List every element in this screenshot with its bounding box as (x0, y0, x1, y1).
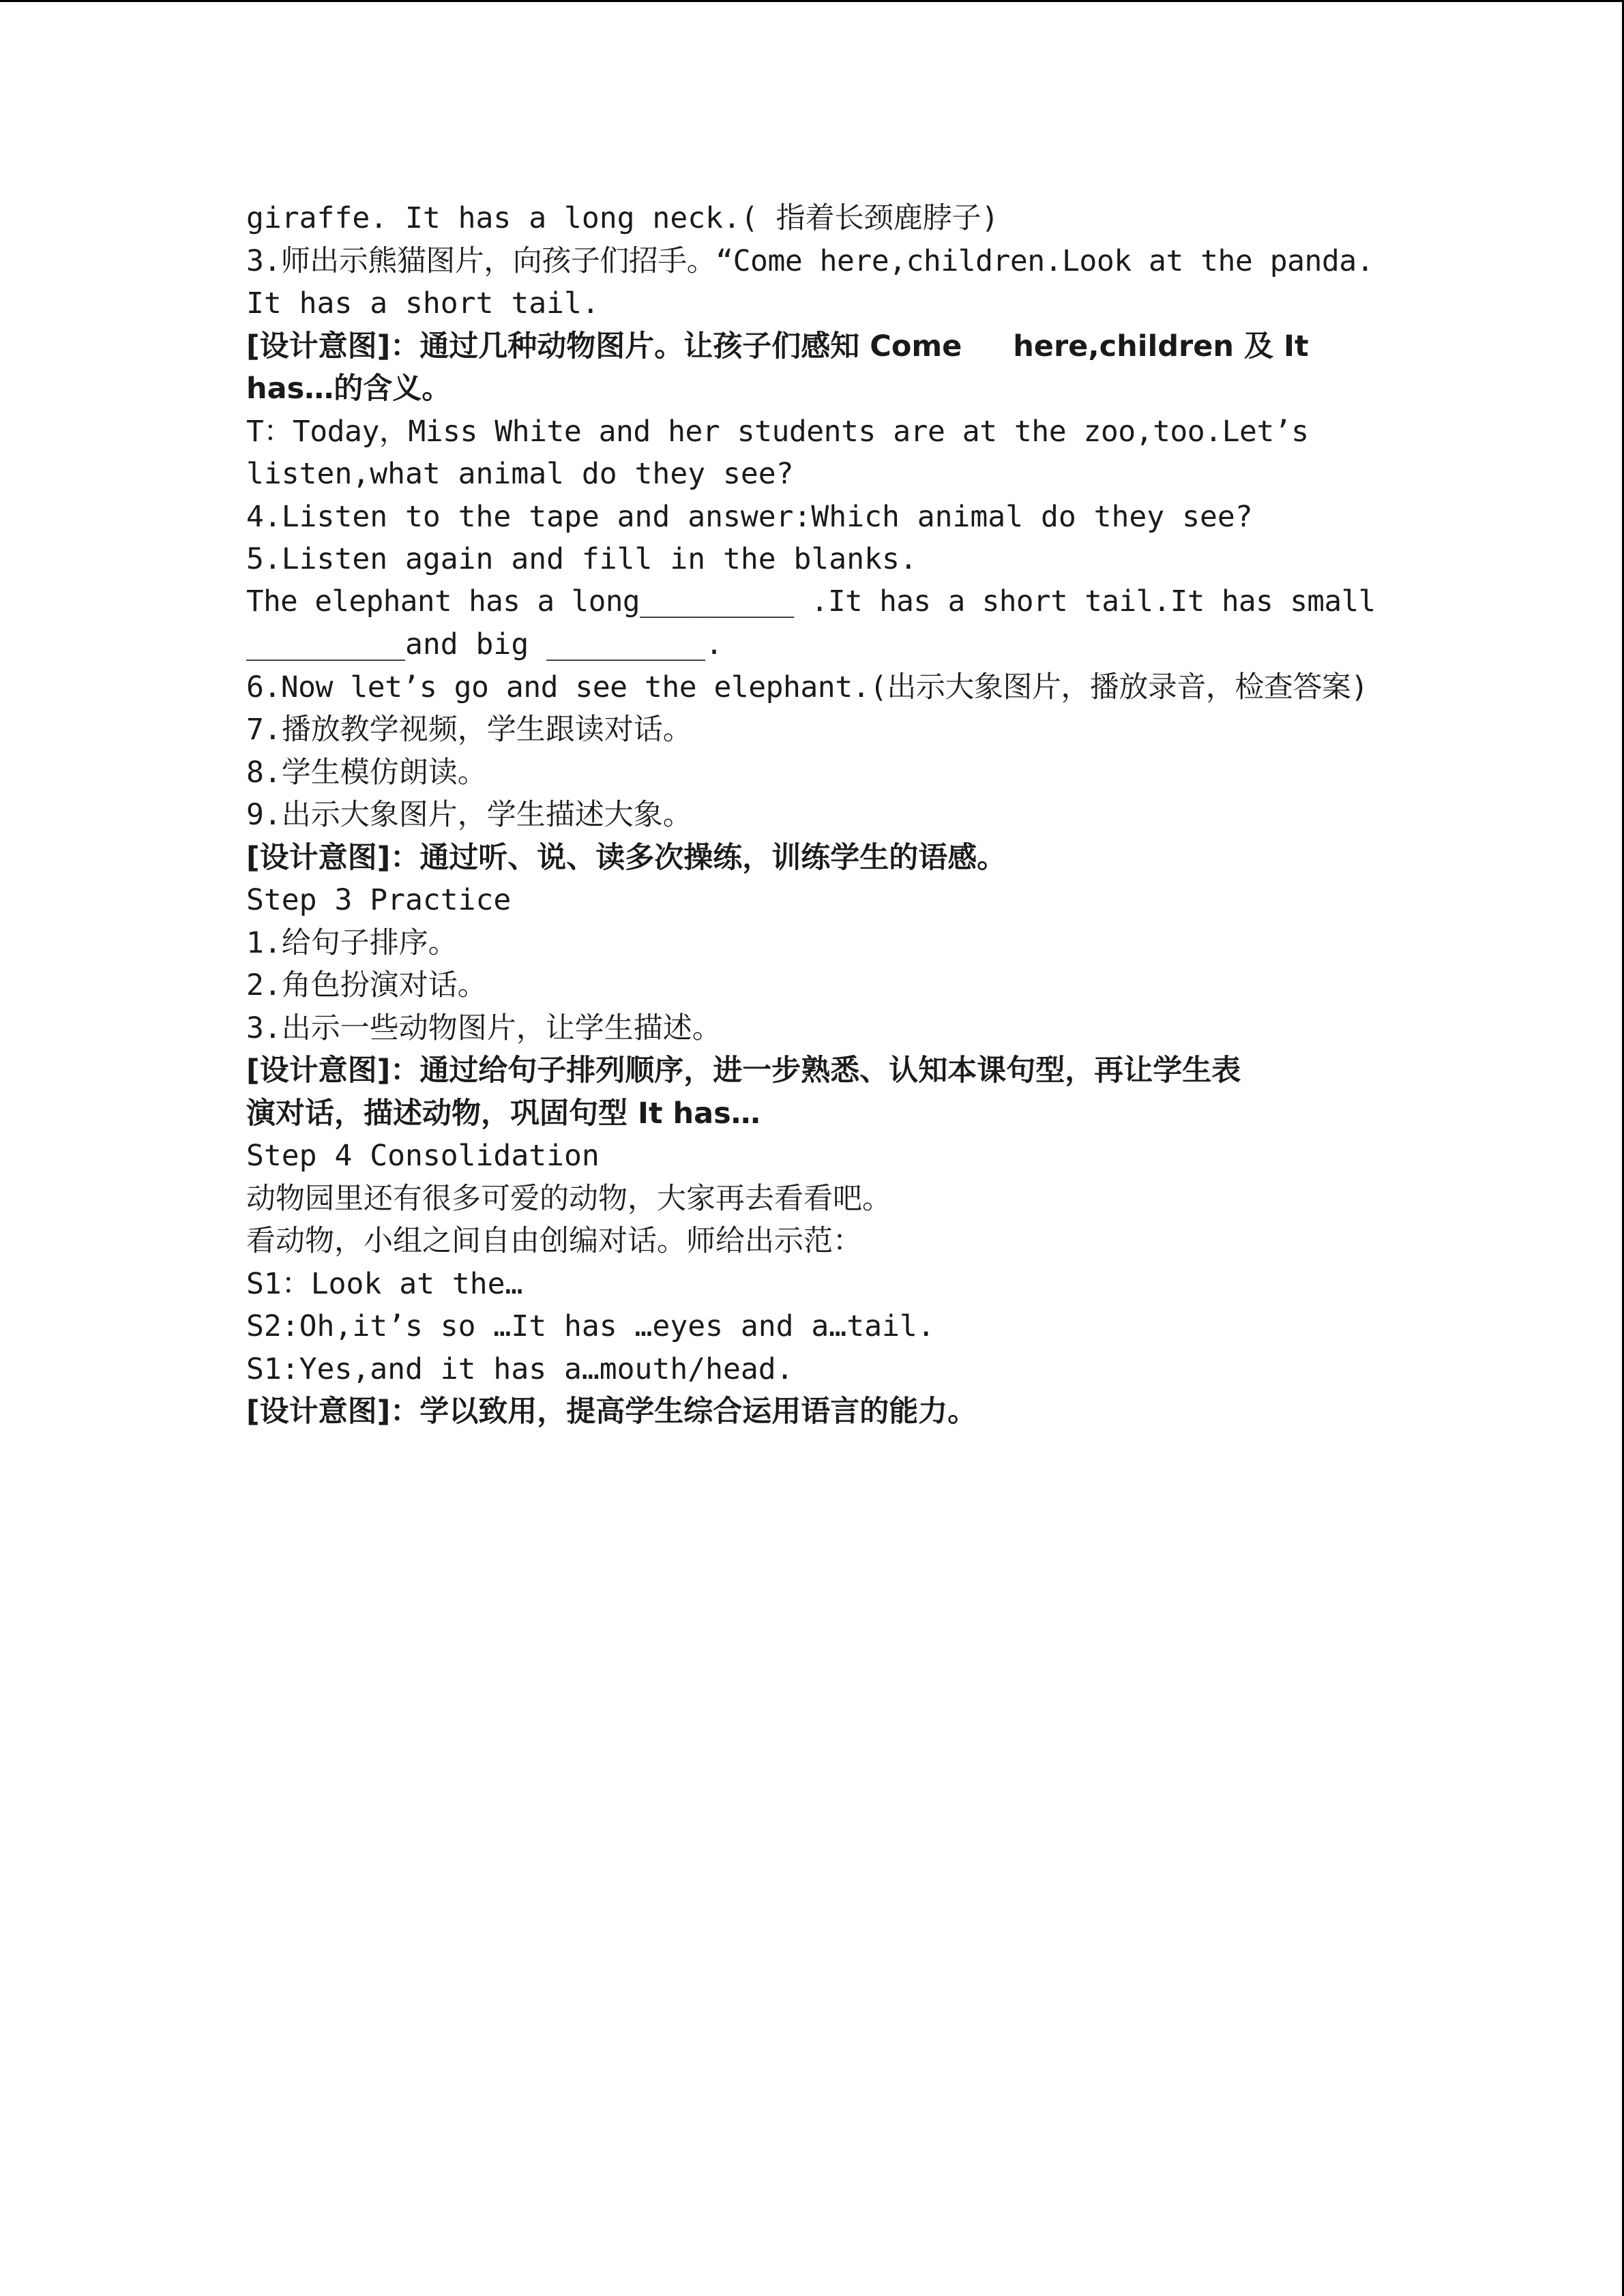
section-heading-step3: Step 3 Practice (246, 883, 512, 917)
design-intent-1a: [设计意图]：通过几种动物图片。让孩子们感知 Come here,children 及 It (246, 329, 1309, 363)
page-top-border (0, 0, 1624, 2)
design-intent-3a: [设计意图]：通过给句子排列顺序，进一步熟悉、认知本课句型，再让学生表 (246, 1054, 1241, 1088)
text-line-practice-2: 2.角色扮演对话。 (246, 968, 487, 1002)
text-line-step8-imitate: 8.学生模仿朗读。 (246, 755, 487, 790)
text-line-s2-oh: S2:Oh,it’s so …It has …eyes and a…tail. (246, 1309, 935, 1343)
text-line-giraffe: giraffe. It has a long neck.( 指着长颈鹿脖子) (246, 201, 999, 235)
text-line-listen-question: listen,what animal do they see? (246, 457, 794, 491)
text-line-elephant-blanks: The elephant has a long_________ .It has a short tail.It has small (246, 584, 1376, 618)
design-intent-4: [设计意图]：学以致用，提高学生综合运用语言的能力。 (246, 1395, 977, 1429)
text-line-group-dialogue: 看动物，小组之间自由创编对话。师给出示范： (246, 1224, 862, 1258)
text-line-s1-look: S1：Look at the… (246, 1266, 523, 1301)
text-line-practice-1: 1.给句子排序。 (246, 925, 458, 960)
text-line-step9-describe: 9.出示大象图片，学生描述大象。 (246, 798, 692, 832)
text-line-teacher-today: T：Today，Miss White and her students are at the zoo,too.Let’s (246, 414, 1309, 449)
text-line-short-tail: It has a short tail. (246, 286, 600, 320)
text-line-step4-listen: 4.Listen to the tape and answer:Which animal do they see? (246, 499, 1253, 534)
design-intent-2: [设计意图]：通过听、说、读多次操练，训练学生的语感。 (246, 840, 1007, 875)
design-intent-1b: has…的含义。 (246, 372, 452, 406)
section-heading-step4: Step 4 Consolidation (246, 1139, 600, 1173)
document-body (246, 197, 1378, 1433)
text-line-elephant-blanks-2: _________and big _________. (246, 627, 723, 661)
text-line-step5-fill: 5.Listen again and fill in the blanks. (246, 542, 917, 576)
text-line-practice-3: 3.出示一些动物图片，让学生描述。 (246, 1011, 722, 1045)
text-line-zoo-animals: 动物园里还有很多可爱的动物，大家再去看看吧。 (246, 1181, 891, 1216)
text-line-s1-yes: S1:Yes,and it has a…mouth/head. (246, 1352, 794, 1386)
design-intent-3b: 演对话，描述动物，巩固句型 It has… (246, 1096, 761, 1131)
text-line-step7-video: 7.播放教学视频，学生跟读对话。 (246, 713, 692, 747)
text-line-step6-elephant: 6.Now let’s go and see the elephant.(出示大象图片，播放录音，检查答案) (246, 670, 1368, 704)
text-line-panda-step: 3.师出示熊猫图片，向孩子们招手。“Come here,children.Look at the panda. (246, 243, 1374, 278)
